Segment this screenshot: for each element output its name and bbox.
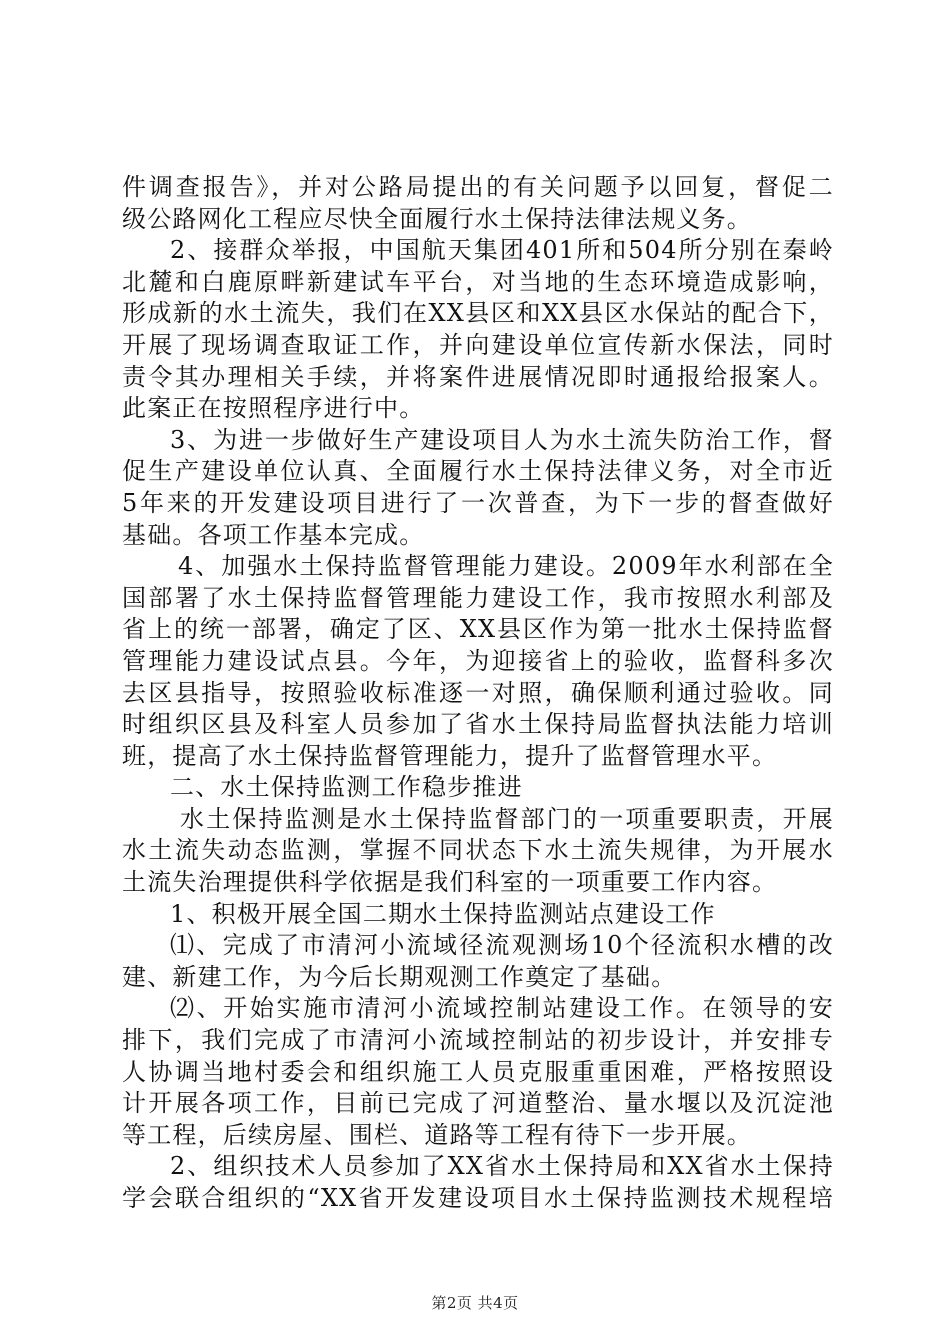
text-line: 3、为进一步做好生产建设项目人为水土流失防治工作，督 xyxy=(170,425,834,454)
text-line: 北麓和白鹿原畔新建试车平台，对当地的生态环境造成影响， xyxy=(122,267,834,296)
text-line: ⑵、开始实施市清河小流域控制站建设工作。在领导的安 xyxy=(170,994,834,1023)
text-line: 土流失治理提供科学依据是我们科室的一项重要工作内容。 xyxy=(122,868,778,897)
text-line: 责令其办理相关手续，并将案件进展情况即时通报给报案人。 xyxy=(122,362,834,391)
text-line: 去区县指导，按照验收标准逐一对照，确保顺利通过验收。同 xyxy=(122,678,834,707)
text-line: 人协调当地村委会和组织施工人员克服重重困难，严格按照设 xyxy=(122,1057,834,1086)
text-line: 学会联合组织的“XX省开发建设项目水土保持监测技术规程培 xyxy=(122,1184,834,1212)
text-line: 计开展各项工作，目前已完成了河道整治、量水堰以及沉淀池 xyxy=(122,1089,834,1118)
text-line: 管理能力建设试点县。今年，为迎接省上的验收，监督科多次 xyxy=(122,646,834,675)
text-line: 开展了现场调查取证工作，并向建设单位宣传新水保法，同时 xyxy=(122,330,834,359)
text-line: 排下，我们完成了市清河小流域控制站的初步设计，并安排专 xyxy=(122,1026,834,1055)
text-line: 4、加强水土保持监督管理能力建设。2009年水利部在全 xyxy=(178,552,834,581)
text-line: 促生产建设单位认真、全面履行水土保持法律义务，对全市近 xyxy=(122,457,834,486)
text-line: 建、新建工作，为今后长期观测工作奠定了基础。 xyxy=(122,962,677,991)
text-line: 等工程，后续房屋、围栏、道路等工程有待下一步开展。 xyxy=(122,1120,752,1149)
page-number-footer: 第2页 共4页 xyxy=(431,1294,519,1312)
text-line: 省上的统一部署，确定了区、XX县区作为第一批水土保持监督 xyxy=(122,615,834,644)
text-line: 2、组织技术人员参加了XX省水土保持局和XX省水土保持 xyxy=(170,1152,834,1181)
text-line: 级公路网化工程应尽快全面履行水土保持法律法规义务。 xyxy=(122,204,752,233)
text-line: 水土流失动态监测，掌握不同状态下水土流失规律，为开展水 xyxy=(122,836,834,865)
text-line: ⑴、完成了市清河小流域径流观测场10个径流积水槽的改 xyxy=(170,931,834,960)
text-line: 件调查报告》，并对公路局提出的有关问题予以回复，督促二 xyxy=(122,173,834,201)
text-line: 国部署了水土保持监督管理能力建设工作，我市按照水利部及 xyxy=(122,583,834,612)
text-line: 水土保持监测是水土保持监督部门的一项重要职责，开展 xyxy=(180,804,834,833)
section-heading: 二、水土保持监测工作稳步推进 xyxy=(170,773,523,802)
text-line: 班，提高了水土保持监督管理能力，提升了监督管理水平。 xyxy=(122,741,778,770)
text-line: 2、接群众举报，中国航天集团401所和504所分别在秦岭 xyxy=(170,236,834,265)
text-line: 基础。各项工作基本完成。 xyxy=(122,520,425,549)
text-line: 5年来的开发建设项目进行了一次普查，为下一步的督查做好 xyxy=(122,488,834,517)
document-body xyxy=(122,172,834,1215)
subsection-heading: 1、积极开展全国二期水土保持监测站点建设工作 xyxy=(170,899,716,928)
text-line: 形成新的水土流失，我们在XX县区和XX县区水保站的配合下， xyxy=(122,299,834,328)
text-line: 时组织区县及科室人员参加了省水土保持局监督执法能力培训 xyxy=(122,710,834,739)
text-line: 此案正在按照程序进行中。 xyxy=(122,394,425,423)
